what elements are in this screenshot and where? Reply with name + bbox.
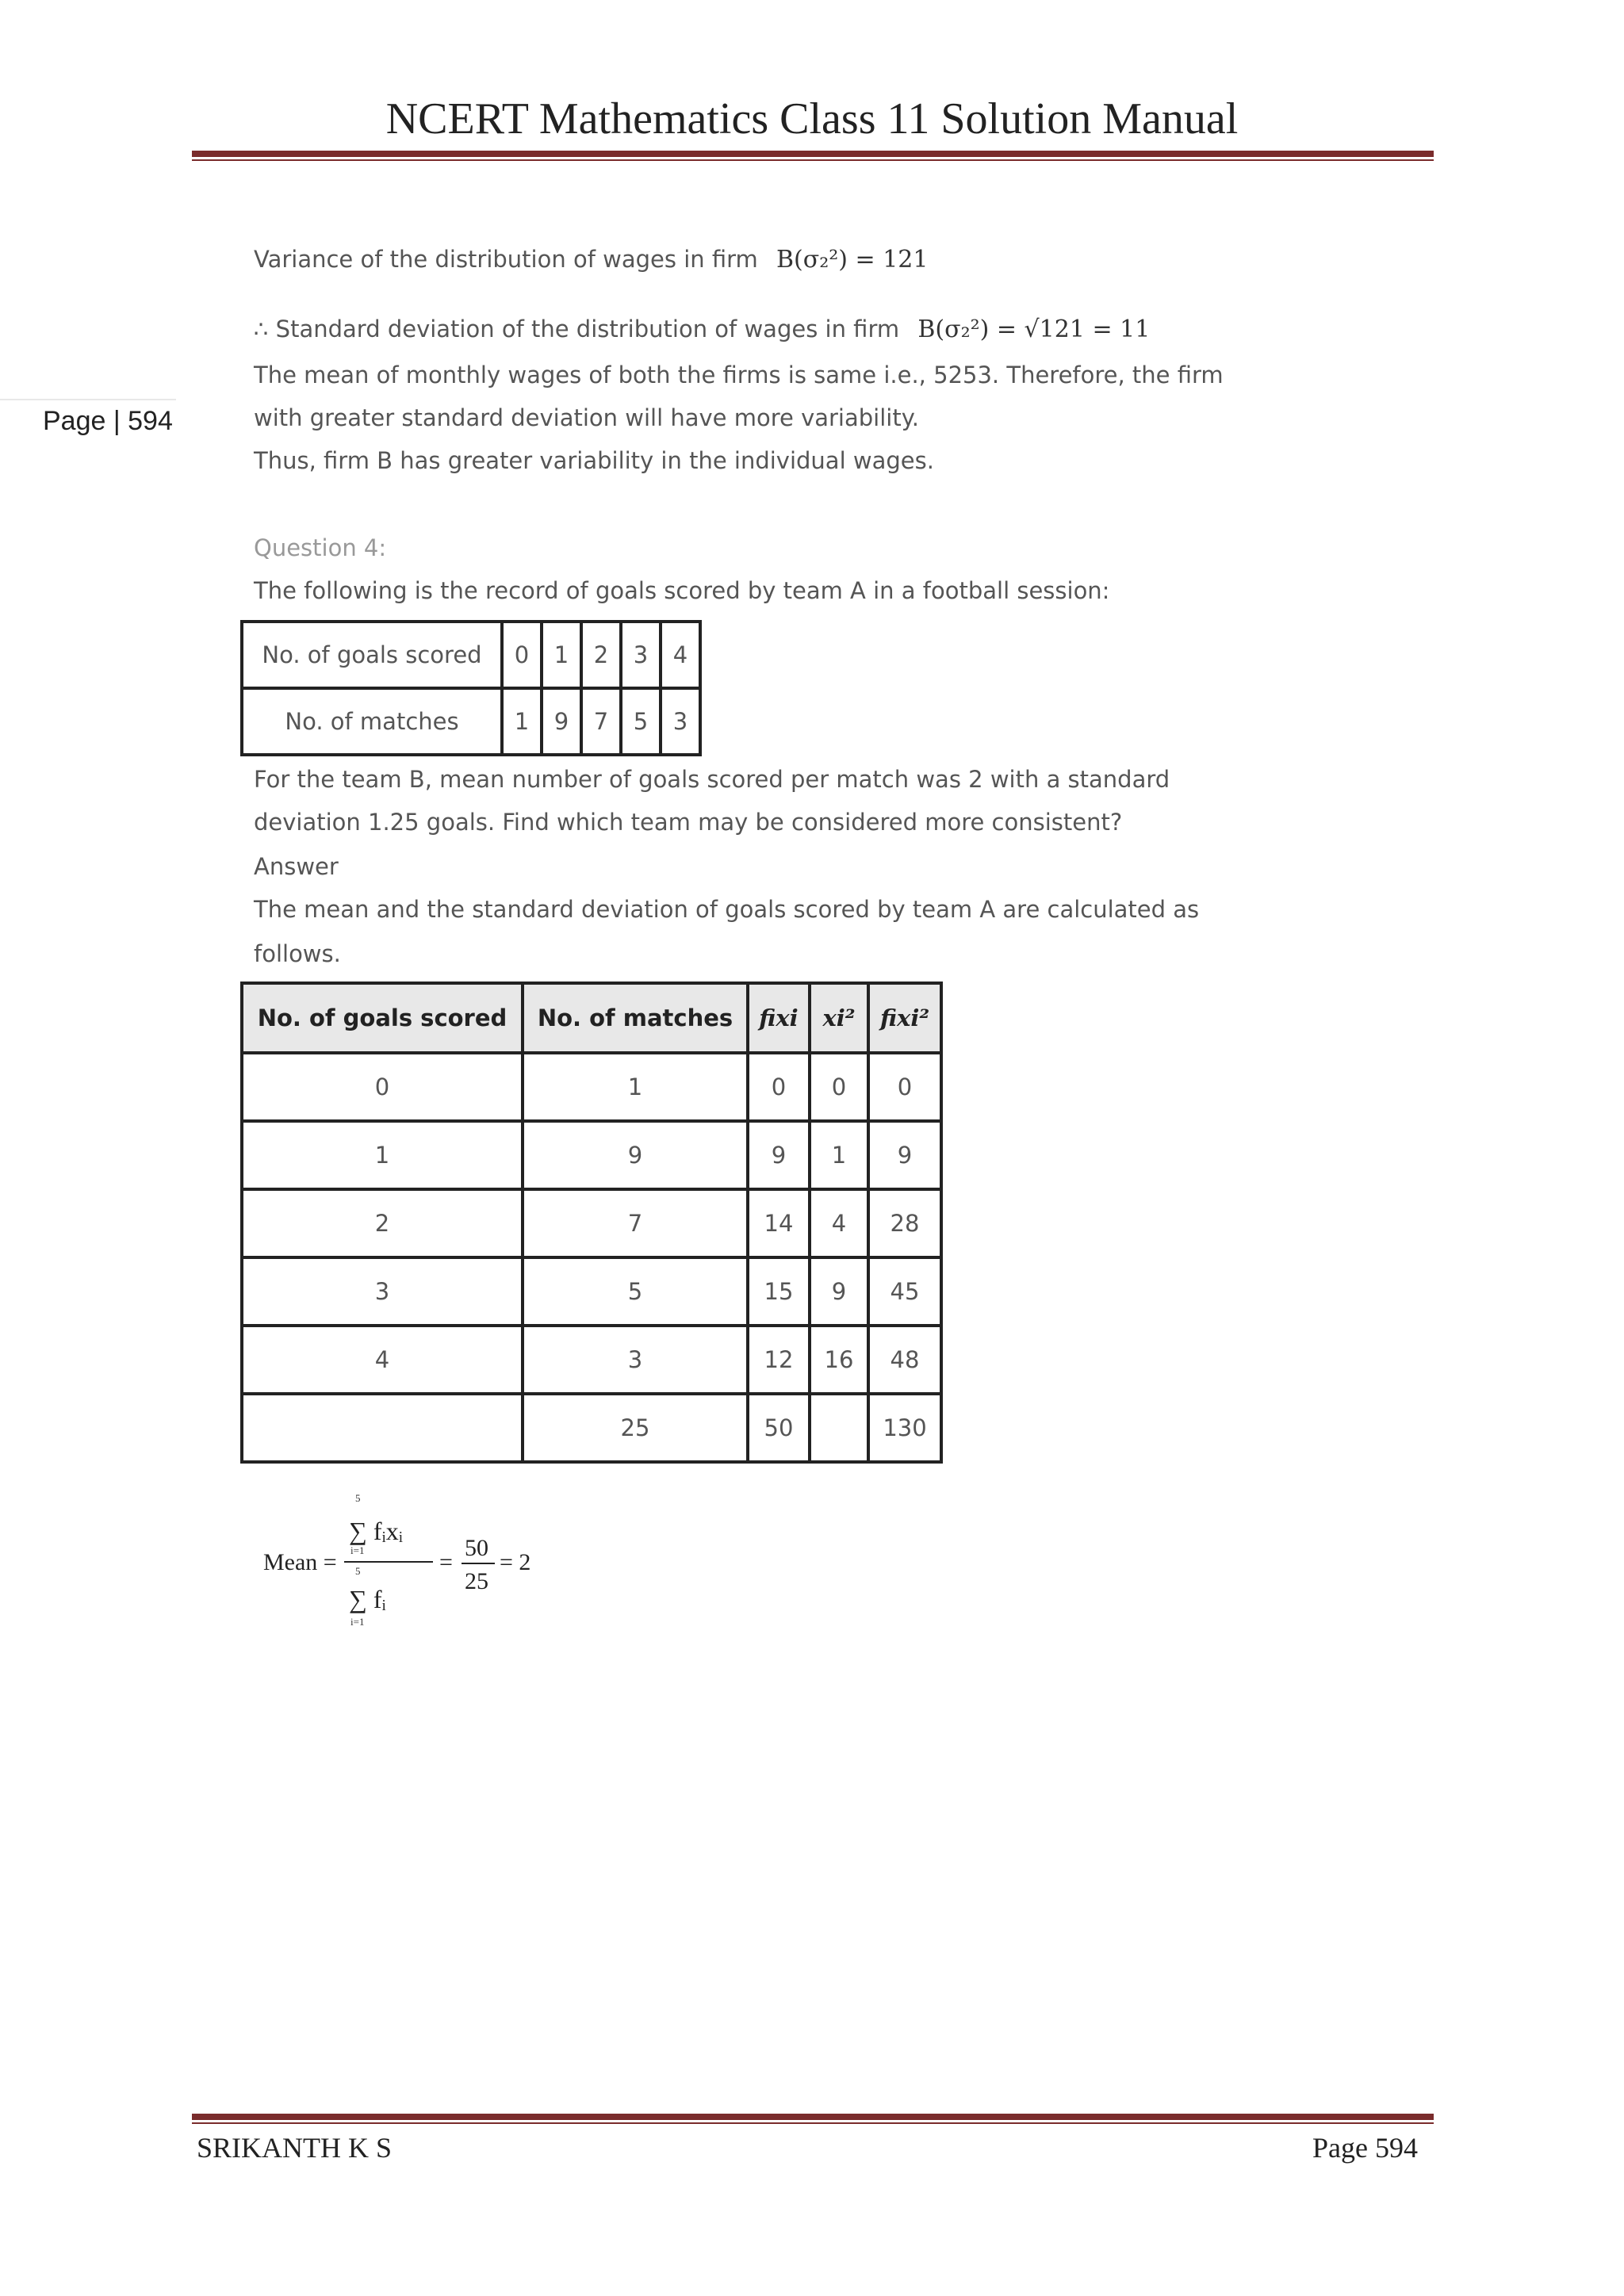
mean-denominator: ∑ fᵢ: [349, 1585, 386, 1613]
table-cell: 3: [661, 688, 700, 755]
table-cell: 0: [810, 1053, 868, 1121]
table-cell: 1: [523, 1053, 748, 1121]
mean-result: = 2: [500, 1549, 531, 1575]
fraction-denominator: 25: [465, 1568, 488, 1594]
mean-numerator: ∑ fᵢxᵢ: [349, 1517, 403, 1545]
mean-formula: [262, 1490, 563, 1652]
table-cell: 9: [748, 1121, 810, 1189]
table-cell: 2: [581, 622, 621, 688]
table-cell: 25: [523, 1394, 748, 1462]
table-cell: 14: [748, 1189, 810, 1257]
table-row: [242, 1257, 941, 1326]
table-cell: 1: [810, 1121, 868, 1189]
question-after-1: For the team B, mean number of goals scored per match was 2 with a standard: [254, 766, 1170, 793]
footer-rule-thick: [192, 2114, 1434, 2120]
intro-line-4: with greater standard deviation will have more variability.: [254, 404, 919, 431]
sum-upper-limit: 5: [355, 1492, 361, 1504]
footer-page-number: Page 594: [1312, 2132, 1418, 2164]
calculation-table: [240, 982, 943, 1464]
intro-line-2-text: ∴ Standard deviation of the distribution of wages in firm: [254, 316, 900, 342]
table-cell: 4: [661, 622, 700, 688]
sum-lower-limit: i=1: [350, 1616, 365, 1628]
table-cell: [242, 1394, 523, 1462]
intro-line-2: [254, 316, 1150, 343]
table-cell: 9: [810, 1257, 868, 1326]
table-cell: 0: [242, 1053, 523, 1121]
table-cell: 3: [242, 1257, 523, 1326]
table-cell: 5: [523, 1257, 748, 1326]
std-dev-formula: B(σ₂²) = √121 = 11: [917, 316, 1151, 343]
table-cell: 1: [502, 688, 542, 755]
table-row: [242, 622, 700, 688]
fraction-numerator: 50: [465, 1535, 488, 1561]
record-row-header: No. of matches: [242, 688, 502, 755]
intro-line-3: The mean of monthly wages of both the firms is same i.e., 5253. Therefore, the firm: [254, 362, 1224, 388]
mean-label: Mean =: [263, 1549, 337, 1575]
page-header-title: NCERT Mathematics Class 11 Solution Manual: [385, 94, 1239, 144]
answer-line-2: follows.: [254, 940, 341, 967]
table-cell: 3: [523, 1326, 748, 1394]
sum-upper-limit: 5: [355, 1565, 361, 1577]
goals-record-table: [240, 620, 702, 756]
col-header-fixi-squared: fixi²: [868, 983, 941, 1053]
table-cell: 28: [868, 1189, 941, 1257]
answer-line-1: The mean and the standard deviation of goals scored by team A are calculated as: [254, 896, 1200, 923]
table-cell: 0: [868, 1053, 941, 1121]
table-cell: [810, 1394, 868, 1462]
table-cell: 4: [810, 1189, 868, 1257]
header-rule-thin: [192, 159, 1434, 161]
table-cell: 2: [242, 1189, 523, 1257]
table-cell: 12: [748, 1326, 810, 1394]
table-cell: 48: [868, 1326, 941, 1394]
table-cell: 5: [621, 688, 661, 755]
intro-line-1-text: Variance of the distribution of wages in firm: [254, 246, 758, 273]
equals-sign: =: [439, 1549, 453, 1575]
col-header-matches: No. of matches: [523, 983, 748, 1053]
col-header-xi-squared: xi²: [810, 983, 868, 1053]
table-cell: 45: [868, 1257, 941, 1326]
table-cell: 0: [502, 622, 542, 688]
col-header-fixi: fixi: [748, 983, 810, 1053]
record-row-header: No. of goals scored: [242, 622, 502, 688]
table-row: [242, 1326, 941, 1394]
variance-formula: B(σ₂²) = 121: [776, 246, 929, 274]
side-page-label: Page | 594: [43, 406, 173, 436]
table-cell: 0: [748, 1053, 810, 1121]
table-cell: 1: [242, 1121, 523, 1189]
question-heading: Question 4:: [254, 534, 387, 561]
col-header-goals: No. of goals scored: [242, 983, 523, 1053]
table-cell: 7: [581, 688, 621, 755]
footer-author: SRIKANTH K S: [197, 2132, 393, 2164]
table-cell: 9: [542, 688, 581, 755]
table-row: [242, 1189, 941, 1257]
table-cell: 9: [523, 1121, 748, 1189]
question-after-2: deviation 1.25 goals. Find which team may be considered more consistent?: [254, 809, 1123, 836]
table-row: [242, 1053, 941, 1121]
footer-rule-thin: [192, 2122, 1434, 2124]
table-cell: 16: [810, 1326, 868, 1394]
table-cell: 7: [523, 1189, 748, 1257]
mean-formula-graphic: [262, 1490, 563, 1649]
intro-line-5: Thus, firm B has greater variability in the individual wages.: [254, 447, 934, 474]
intro-line-1: [254, 246, 928, 274]
answer-label: Answer: [254, 853, 339, 880]
table-cell: 3: [621, 622, 661, 688]
sum-lower-limit: i=1: [350, 1544, 365, 1556]
table-row: [242, 1394, 941, 1462]
table-cell: 130: [868, 1394, 941, 1462]
table-cell: 1: [542, 622, 581, 688]
table-cell: 9: [868, 1121, 941, 1189]
side-margin-rule: [0, 399, 176, 400]
table-row: [242, 688, 700, 755]
header-rule-thick: [192, 151, 1434, 157]
table-cell: 15: [748, 1257, 810, 1326]
question-statement: The following is the record of goals scored by team A in a football session:: [254, 577, 1110, 604]
table-row: [242, 1121, 941, 1189]
table-cell: 50: [748, 1394, 810, 1462]
table-header-row: [242, 983, 941, 1053]
table-cell: 4: [242, 1326, 523, 1394]
